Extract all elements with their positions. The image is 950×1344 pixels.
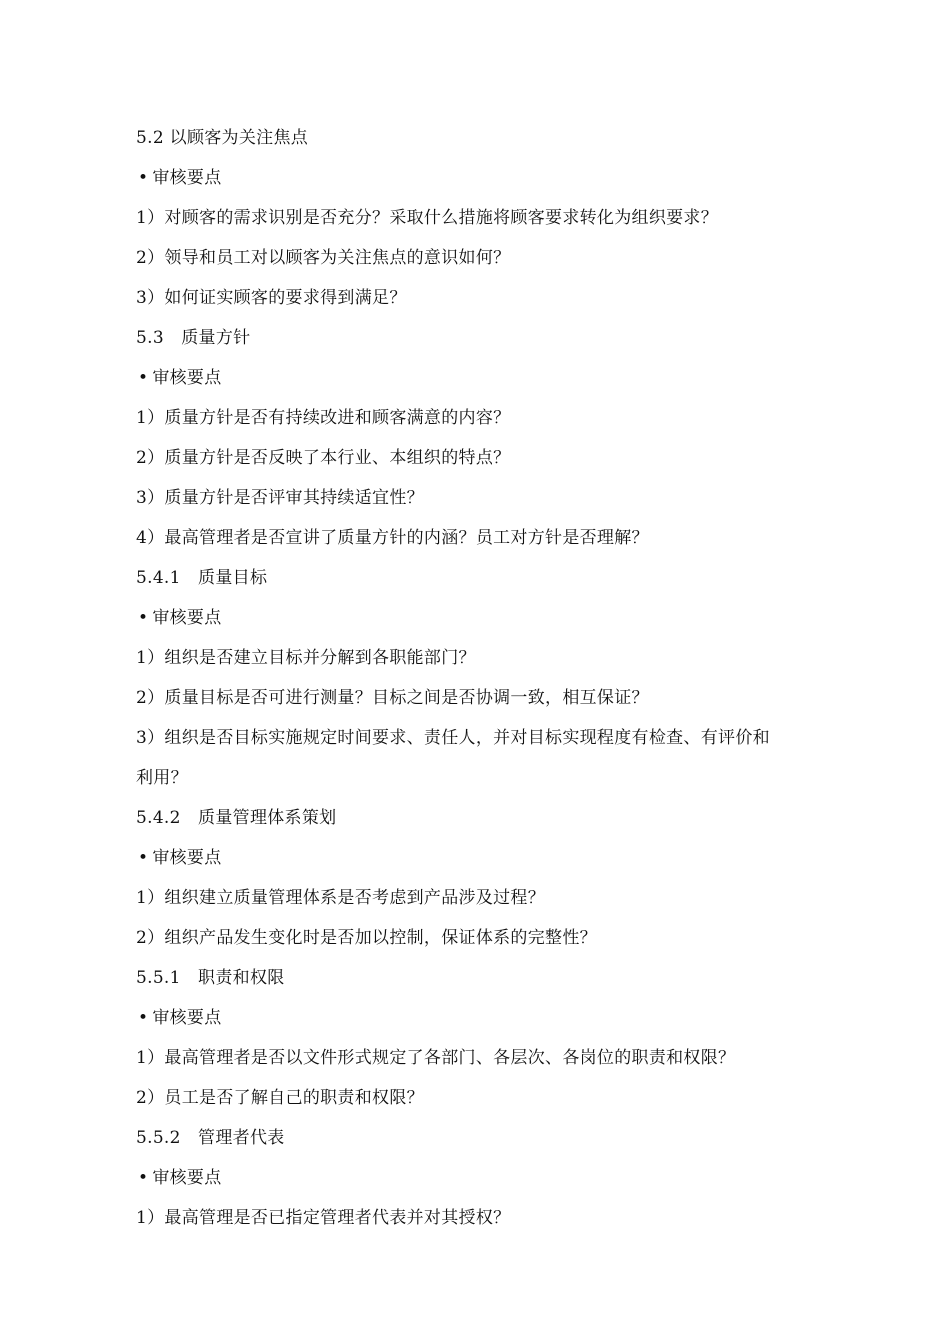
list-item: 4）最高管理者是否宣讲了质量方针的内涵？员工对方针是否理解？ bbox=[136, 528, 649, 548]
list-item: 1）最高管理是否已指定管理者代表并对其授权？ bbox=[136, 1208, 511, 1228]
list-item: 2）员工是否了解自己的职责和权限？ bbox=[136, 1088, 424, 1108]
section-heading-5-2: 5.2 以顾客为关注焦点 bbox=[136, 128, 309, 148]
audit-points-label: • 审核要点 bbox=[136, 998, 846, 1038]
list-item: 1）组织是否建立目标并分解到各职能部门？ bbox=[136, 648, 476, 668]
audit-points-label: • 审核要点 bbox=[136, 158, 846, 198]
section-heading-5-5-1: 5.5.1 职责和权限 bbox=[136, 968, 285, 988]
list-item: 2）领导和员工对以顾客为关注焦点的意识如何？ bbox=[136, 248, 511, 268]
list-item: 3）组织是否目标实施规定时间要求、责任人，并对目标实现程度有检查、有评价和 bbox=[136, 728, 770, 748]
audit-points-label: • 审核要点 bbox=[136, 838, 846, 878]
list-item: 1）最高管理者是否以文件形式规定了各部门、各层次、各岗位的职责和权限？ bbox=[136, 1048, 736, 1068]
document-body bbox=[136, 118, 846, 1238]
audit-points-label: • 审核要点 bbox=[136, 598, 846, 638]
section-heading-5-3: 5.3 质量方针 bbox=[136, 328, 251, 348]
section-heading-5-5-2: 5.5.2 管理者代表 bbox=[136, 1128, 285, 1148]
list-item: 2）组织产品发生变化时是否加以控制，保证体系的完整性？ bbox=[136, 928, 597, 948]
list-item: 2）质量方针是否反映了本行业、本组织的特点？ bbox=[136, 448, 511, 468]
section-heading-5-4-1: 5.4.1 质量目标 bbox=[136, 568, 268, 588]
audit-points-label: • 审核要点 bbox=[136, 358, 846, 398]
list-item: 2）质量目标是否可进行测量？目标之间是否协调一致，相互保证？ bbox=[136, 688, 649, 708]
audit-points-label: • 审核要点 bbox=[136, 1158, 846, 1198]
list-item: 1）对顾客的需求识别是否充分？采取什么措施将顾客要求转化为组织要求？ bbox=[136, 208, 719, 228]
list-item: 3）质量方针是否评审其持续适宜性？ bbox=[136, 488, 424, 508]
section-heading-5-4-2: 5.4.2 质量管理体系策划 bbox=[136, 808, 337, 828]
list-item: 3）如何证实顾客的要求得到满足？ bbox=[136, 288, 407, 308]
list-item-continuation: 利用？ bbox=[136, 768, 188, 788]
list-item: 1）质量方针是否有持续改进和顾客满意的内容？ bbox=[136, 408, 511, 428]
list-item: 1）组织建立质量管理体系是否考虑到产品涉及过程？ bbox=[136, 888, 546, 908]
